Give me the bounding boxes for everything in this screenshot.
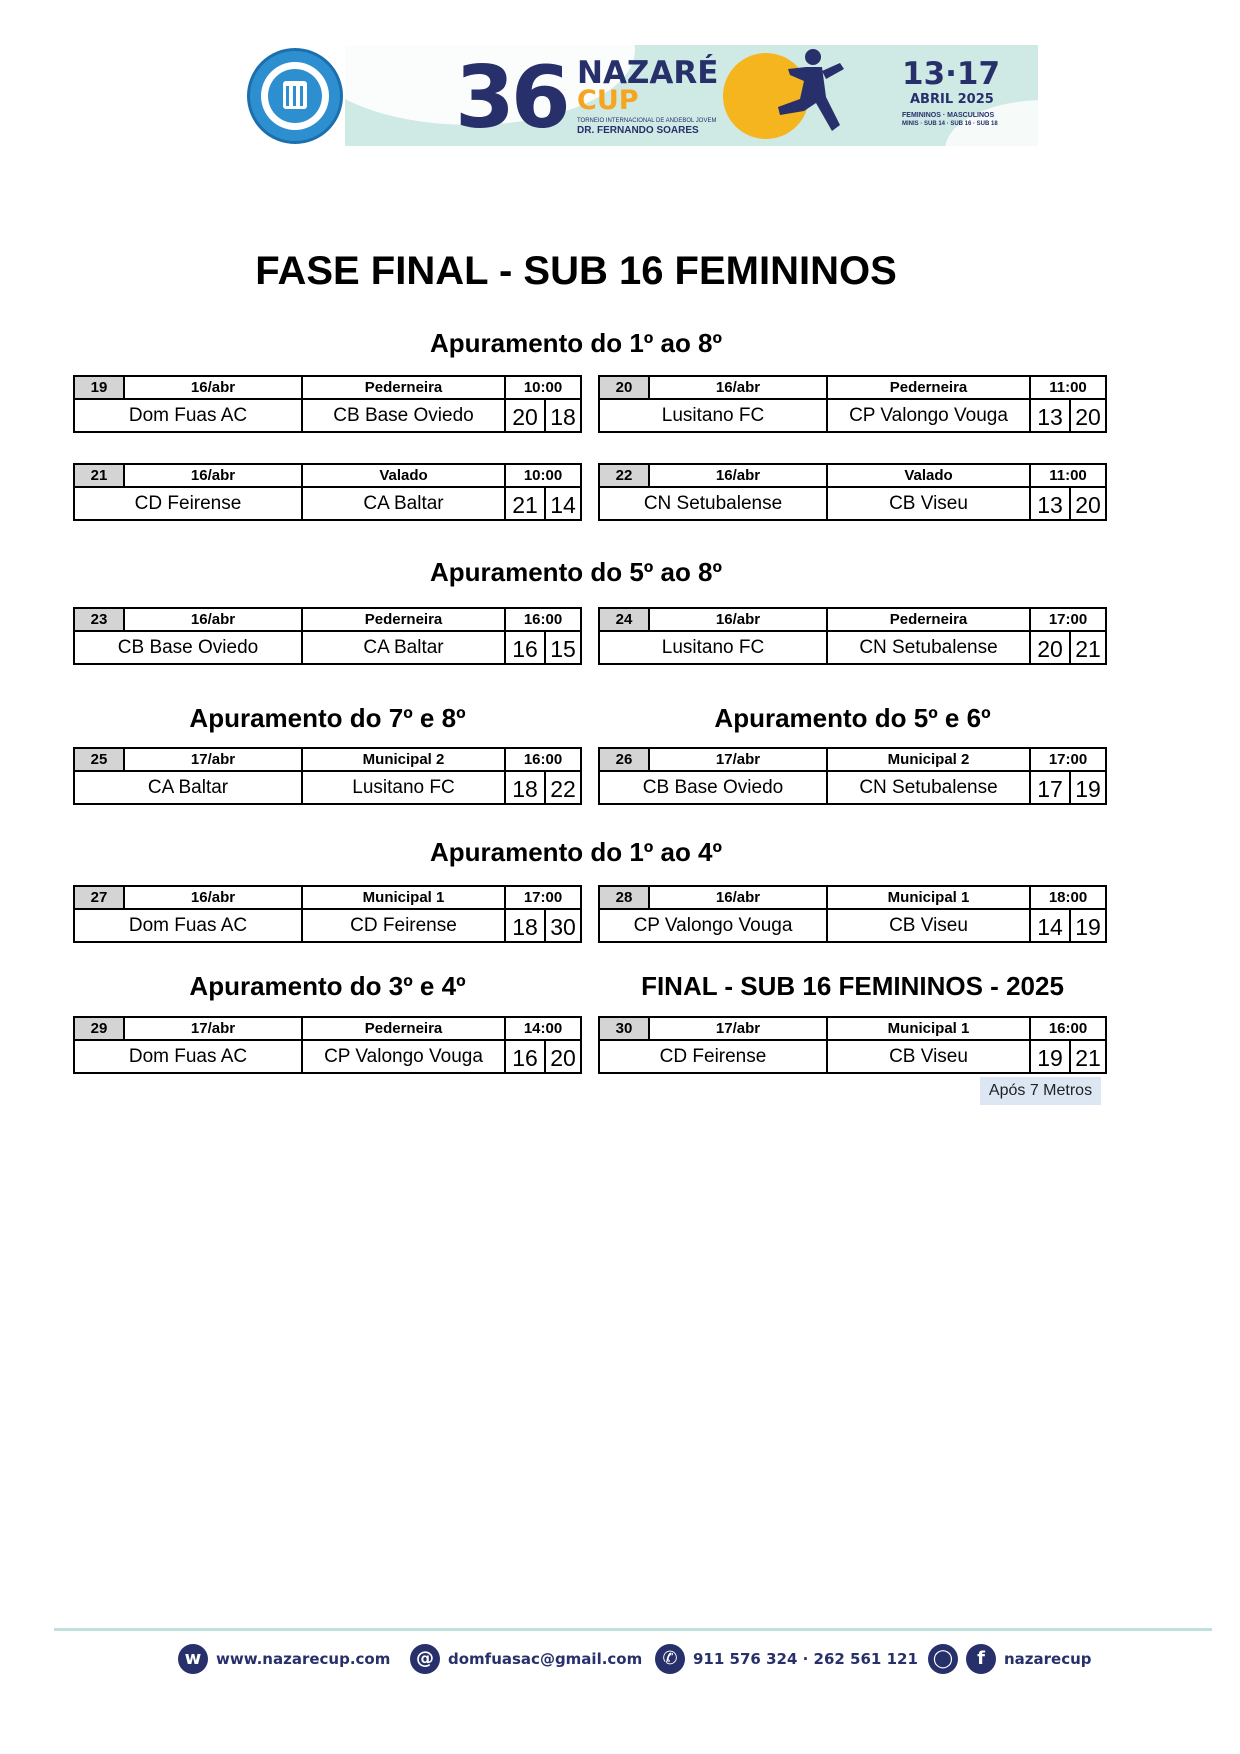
home-score: 21	[506, 488, 546, 519]
match-venue: Municipal 2	[828, 749, 1031, 770]
event-dates: 13·17	[902, 56, 1001, 92]
match-header	[600, 609, 1105, 632]
match-header	[75, 609, 580, 632]
home-score: 18	[506, 910, 546, 941]
away-team: Lusitano FC	[303, 772, 506, 803]
home-team: CB Base Oviedo	[600, 772, 828, 803]
home-team: CP Valongo Vouga	[600, 910, 828, 941]
match-table	[598, 375, 1107, 433]
away-team: CB Viseu	[828, 910, 1031, 941]
home-score: 13	[1031, 400, 1071, 431]
match-time: 14:00	[523, 1020, 563, 1037]
match-date: 16/abr	[650, 609, 828, 630]
match-header	[600, 1018, 1105, 1041]
match-venue: Valado	[828, 465, 1031, 486]
match-result	[600, 910, 1105, 941]
away-score: 14	[550, 492, 576, 518]
home-score: 19	[1031, 1041, 1071, 1072]
match-table	[598, 463, 1107, 521]
match-date: 17/abr	[650, 1018, 828, 1039]
phone-text: 911 576 324 · 262 561 121	[693, 1650, 918, 1668]
match-number: 21	[75, 465, 125, 486]
home-team: Lusitano FC	[600, 400, 828, 431]
away-team: CP Valongo Vouga	[828, 400, 1031, 431]
match-table	[73, 747, 582, 805]
match-time: 16:00	[1048, 1020, 1088, 1037]
email-icon: @	[410, 1644, 440, 1674]
match-time: 17:00	[523, 889, 563, 906]
match-table	[73, 885, 582, 943]
match-venue: Municipal 2	[303, 749, 506, 770]
home-score: 20	[1031, 632, 1071, 663]
match-venue: Pederneira	[303, 377, 506, 398]
club-logo-graphic	[250, 51, 340, 141]
match-venue: Pederneira	[303, 1018, 506, 1039]
match-header	[600, 887, 1105, 910]
email-text: domfuasac@gmail.com	[448, 1650, 643, 1668]
match-header	[75, 887, 580, 910]
match-date: 16/abr	[650, 377, 828, 398]
match-time: 16:00	[523, 751, 563, 768]
match-result	[600, 488, 1105, 519]
match-header	[75, 749, 580, 772]
away-score: 15	[550, 636, 576, 662]
event-honoree: DR. FERNANDO SOARES	[577, 125, 699, 136]
match-venue: Pederneira	[303, 609, 506, 630]
match-date: 16/abr	[125, 887, 303, 908]
match-result	[75, 772, 580, 803]
away-team: CN Setubalense	[828, 632, 1031, 663]
footer-social[interactable]	[928, 1643, 1092, 1675]
match-number: 20	[600, 377, 650, 398]
event-name-cup: CUP	[577, 85, 639, 116]
section-title: Apuramento do 5º e 6º	[714, 703, 991, 733]
away-team: CD Feirense	[303, 910, 506, 941]
club-logo	[247, 48, 343, 144]
home-score: 16	[506, 1041, 546, 1072]
match-date: 17/abr	[125, 1018, 303, 1039]
match-date: 16/abr	[125, 465, 303, 486]
home-score: 13	[1031, 488, 1071, 519]
match-result	[600, 1041, 1105, 1072]
event-subtitle: TORNEIO INTERNACIONAL DE ANDEBOL JOVEM	[577, 118, 717, 124]
final-match-table	[598, 1016, 1107, 1074]
instagram-icon: ◯	[928, 1644, 958, 1674]
match-venue: Municipal 1	[828, 887, 1031, 908]
website-text: www.nazarecup.com	[216, 1650, 391, 1668]
match-result	[75, 488, 580, 519]
away-score: 21	[1075, 636, 1101, 662]
match-time: 11:00	[1049, 379, 1087, 396]
match-number: 26	[600, 749, 650, 770]
section-title: Apuramento do 5º ao 8º	[429, 557, 723, 587]
match-number: 23	[75, 609, 125, 630]
footer-website[interactable]	[178, 1643, 390, 1675]
match-header	[600, 749, 1105, 772]
match-venue: Municipal 1	[828, 1018, 1031, 1039]
match-time: 18:00	[1048, 889, 1088, 906]
match-date: 17/abr	[125, 749, 303, 770]
match-time: 11:00	[1049, 467, 1087, 484]
footer-phone[interactable]	[655, 1643, 918, 1675]
match-date: 17/abr	[650, 749, 828, 770]
event-categories: FEMININOS · MASCULINOS	[902, 112, 995, 119]
event-banner	[345, 45, 1038, 146]
away-team: CB Viseu	[828, 488, 1031, 519]
match-result	[600, 632, 1105, 663]
match-venue: Valado	[303, 465, 506, 486]
match-header	[75, 465, 580, 488]
section-title: Apuramento do 7º e 8º	[189, 703, 466, 733]
match-number: 22	[600, 465, 650, 486]
match-result	[75, 400, 580, 431]
footer-email[interactable]	[410, 1643, 642, 1675]
event-month: ABRIL 2025	[910, 92, 994, 107]
away-score: 20	[550, 1045, 576, 1071]
match-venue: Pederneira	[828, 609, 1031, 630]
facebook-icon: f	[966, 1644, 996, 1674]
page-title: FASE FINAL - SUB 16 FEMININOS	[255, 249, 897, 293]
away-score: 22	[550, 776, 576, 802]
event-name: NAZARÉ	[577, 55, 719, 91]
match-result	[600, 400, 1105, 431]
away-team: CP Valongo Vouga	[303, 1041, 506, 1072]
match-result	[75, 632, 580, 663]
match-date: 16/abr	[125, 377, 303, 398]
match-time: 16:00	[523, 611, 563, 628]
event-number: 36	[455, 48, 567, 146]
away-team: CN Setubalense	[828, 772, 1031, 803]
match-date: 16/abr	[125, 609, 303, 630]
away-score: 20	[1075, 404, 1101, 430]
match-number: 30	[600, 1018, 650, 1039]
match-number: 27	[75, 887, 125, 908]
social-text: nazarecup	[1004, 1650, 1092, 1668]
home-team: Lusitano FC	[600, 632, 828, 663]
match-result	[75, 910, 580, 941]
match-header	[75, 1018, 580, 1041]
away-team: CA Baltar	[303, 632, 506, 663]
away-score: 21	[1075, 1045, 1101, 1071]
home-team: Dom Fuas AC	[75, 910, 303, 941]
section-title: Apuramento do 3º e 4º	[189, 971, 466, 1001]
final-note: Após 7 Metros	[980, 1077, 1101, 1105]
match-date: 16/abr	[650, 887, 828, 908]
match-table	[73, 1016, 582, 1074]
match-table	[598, 747, 1107, 805]
match-table	[73, 607, 582, 665]
match-time: 17:00	[1048, 751, 1088, 768]
match-number: 28	[600, 887, 650, 908]
home-team: CD Feirense	[75, 488, 303, 519]
home-score: 17	[1031, 772, 1071, 803]
away-score: 30	[550, 914, 576, 940]
whatsapp-icon: ✆	[655, 1644, 685, 1674]
away-score: 19	[1075, 914, 1101, 940]
match-venue: Pederneira	[828, 377, 1031, 398]
home-team: Dom Fuas AC	[75, 1041, 303, 1072]
match-number: 24	[600, 609, 650, 630]
away-score: 20	[1075, 492, 1101, 518]
match-result	[600, 772, 1105, 803]
home-team: CD Feirense	[600, 1041, 828, 1072]
section-title: Apuramento do 1º ao 8º	[429, 328, 723, 358]
match-number: 29	[75, 1018, 125, 1039]
home-score: 20	[506, 400, 546, 431]
match-table	[73, 463, 582, 521]
match-table	[598, 885, 1107, 943]
match-number: 19	[75, 377, 125, 398]
match-table	[73, 375, 582, 433]
match-table	[598, 607, 1107, 665]
match-result	[75, 1041, 580, 1072]
home-team: Dom Fuas AC	[75, 400, 303, 431]
match-venue: Municipal 1	[303, 887, 506, 908]
home-team: CN Setubalense	[600, 488, 828, 519]
match-header	[600, 377, 1105, 400]
match-date: 16/abr	[650, 465, 828, 486]
away-score: 19	[1075, 776, 1101, 802]
home-team: CB Base Oviedo	[75, 632, 303, 663]
footer-divider	[54, 1628, 1212, 1631]
away-team: CA Baltar	[303, 488, 506, 519]
away-team: CB Viseu	[828, 1041, 1031, 1072]
match-header	[600, 465, 1105, 488]
match-time: 17:00	[1048, 611, 1088, 628]
home-team: CA Baltar	[75, 772, 303, 803]
match-header	[75, 377, 580, 400]
event-levels: MINIS · SUB 14 · SUB 16 · SUB 18	[902, 121, 998, 127]
web-icon: w	[178, 1644, 208, 1674]
home-score: 14	[1031, 910, 1071, 941]
match-time: 10:00	[523, 379, 563, 396]
away-score: 18	[550, 404, 576, 430]
home-score: 18	[506, 772, 546, 803]
away-team: CB Base Oviedo	[303, 400, 506, 431]
home-score: 16	[506, 632, 546, 663]
match-number: 25	[75, 749, 125, 770]
match-time: 10:00	[523, 467, 563, 484]
section-title: Apuramento do 1º ao 4º	[429, 837, 723, 867]
handball-player-icon	[740, 45, 880, 146]
final-title: FINAL - SUB 16 FEMININOS - 2025	[641, 971, 1064, 1001]
